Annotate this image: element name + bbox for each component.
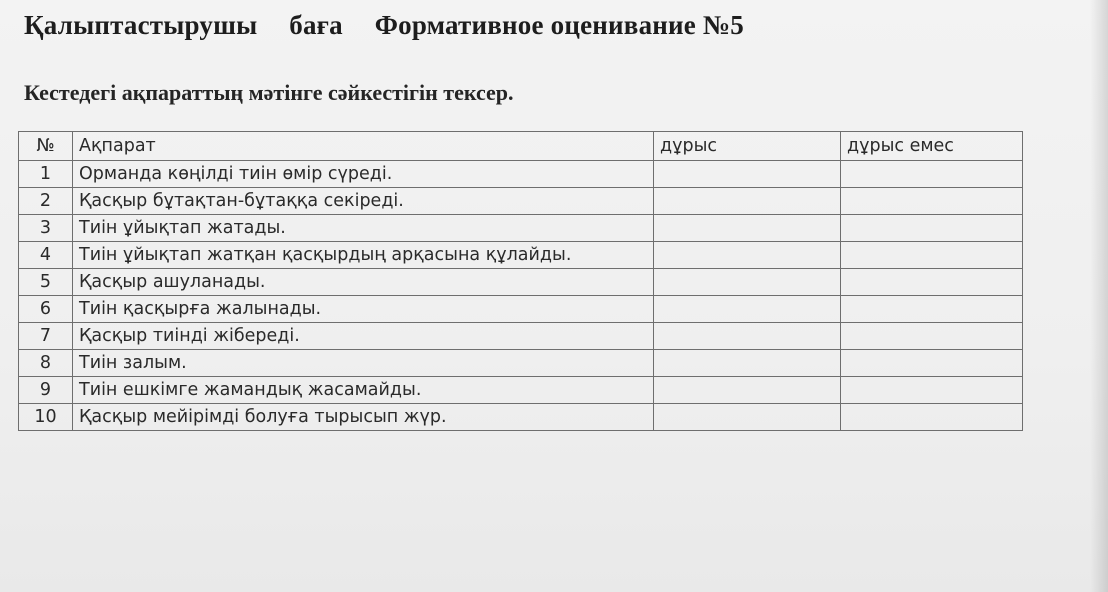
row-statement: Тиін залым. xyxy=(73,350,654,377)
row-statement: Қасқыр бұтақтан-бұтаққа секіреді. xyxy=(73,188,654,215)
column-header-info: Ақпарат xyxy=(73,132,654,161)
correct-answer-cell[interactable] xyxy=(654,296,841,323)
row-statement: Тиін ұйықтап жатады. xyxy=(73,215,654,242)
row-number: 3 xyxy=(19,215,73,242)
incorrect-answer-cell[interactable] xyxy=(841,296,1023,323)
correct-answer-cell[interactable] xyxy=(654,161,841,188)
correct-answer-cell[interactable] xyxy=(654,242,841,269)
table-row xyxy=(19,350,1023,377)
incorrect-answer-cell[interactable] xyxy=(841,323,1023,350)
correct-answer-cell[interactable] xyxy=(654,377,841,404)
correct-answer-cell[interactable] xyxy=(654,269,841,296)
row-number: 2 xyxy=(19,188,73,215)
table-row xyxy=(19,296,1023,323)
instruction-text: Кестедегі ақпараттың мәтінге сәйкестігін тексер. xyxy=(24,80,514,105)
row-number: 6 xyxy=(19,296,73,323)
table-row xyxy=(19,161,1023,188)
title-part-1: Қалыптастырушы xyxy=(24,10,258,40)
page-title xyxy=(24,10,744,41)
check-table xyxy=(18,131,1023,431)
row-statement: Тиін ешкімге жамандық жасамайды. xyxy=(73,377,654,404)
row-statement: Қасқыр ашуланады. xyxy=(73,269,654,296)
correct-answer-cell[interactable] xyxy=(654,323,841,350)
table-row xyxy=(19,404,1023,431)
row-statement: Тиін ұйықтап жатқан қасқырдың арқасына құлайды. xyxy=(73,242,654,269)
incorrect-answer-cell[interactable] xyxy=(841,161,1023,188)
table-row xyxy=(19,323,1023,350)
correct-answer-cell[interactable] xyxy=(654,350,841,377)
correct-answer-cell[interactable] xyxy=(654,215,841,242)
title-part-3: Формативное оценивание №5 xyxy=(374,10,744,40)
incorrect-answer-cell[interactable] xyxy=(841,188,1023,215)
column-header-correct: дұрыс xyxy=(654,132,841,161)
row-number: 1 xyxy=(19,161,73,188)
table-row xyxy=(19,215,1023,242)
row-number: 7 xyxy=(19,323,73,350)
incorrect-answer-cell[interactable] xyxy=(841,215,1023,242)
incorrect-answer-cell[interactable] xyxy=(841,377,1023,404)
table-row xyxy=(19,188,1023,215)
row-statement: Орманда көңілді тиін өмір сүреді. xyxy=(73,161,654,188)
incorrect-answer-cell[interactable] xyxy=(841,242,1023,269)
table-row xyxy=(19,242,1023,269)
correct-answer-cell[interactable] xyxy=(654,404,841,431)
table-row xyxy=(19,377,1023,404)
incorrect-answer-cell[interactable] xyxy=(841,269,1023,296)
table-header-row xyxy=(19,132,1023,161)
row-statement: Қасқыр тиінді жібереді. xyxy=(73,323,654,350)
row-number: 10 xyxy=(19,404,73,431)
table-row xyxy=(19,269,1023,296)
incorrect-answer-cell[interactable] xyxy=(841,350,1023,377)
column-header-incorrect: дұрыс емес xyxy=(841,132,1023,161)
incorrect-answer-cell[interactable] xyxy=(841,404,1023,431)
title-part-2: баға xyxy=(289,10,343,40)
row-statement: Қасқыр мейірімді болуға тырысып жүр. xyxy=(73,404,654,431)
row-number: 5 xyxy=(19,269,73,296)
row-number: 8 xyxy=(19,350,73,377)
correct-answer-cell[interactable] xyxy=(654,188,841,215)
row-statement: Тиін қасқырға жалынады. xyxy=(73,296,654,323)
page-edge-shadow xyxy=(1090,0,1108,592)
row-number: 4 xyxy=(19,242,73,269)
row-number: 9 xyxy=(19,377,73,404)
column-header-number: № xyxy=(19,132,73,161)
